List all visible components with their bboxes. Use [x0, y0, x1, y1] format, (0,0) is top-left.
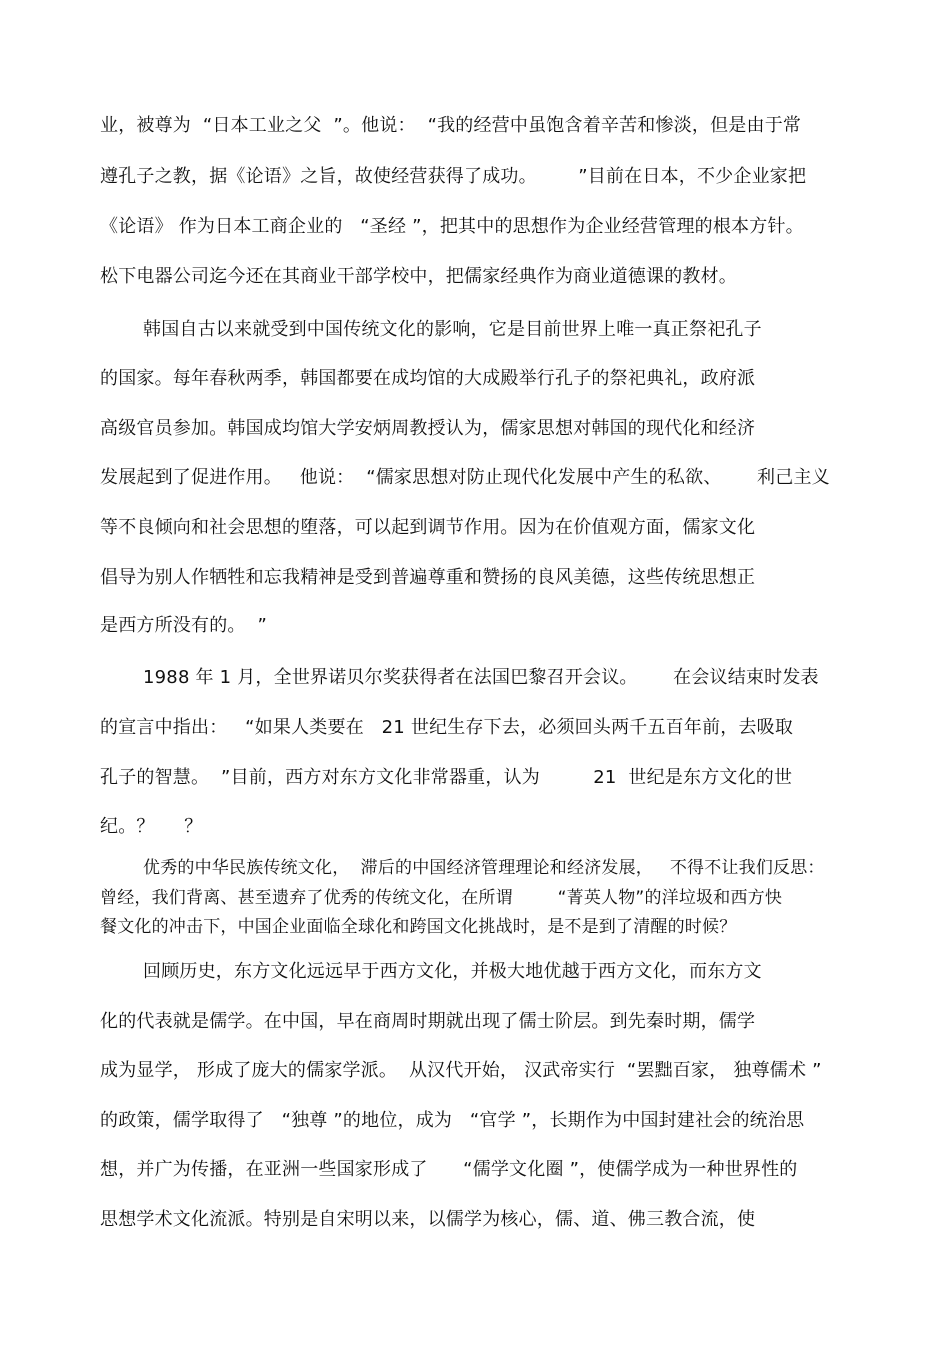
text-line: 等不良倾向和社会思想的堕落，可以起到调节作用。因为在价值观方面，儒家文化 — [100, 517, 756, 538]
text-line: 的政策，儒学取得了 “独尊 ”的地位，成为 “官学 ”，长期作为中国封建社会的统治思 — [100, 1110, 805, 1131]
text-line: 化的代表就是儒学。在中国，早在商周时期就出现了儒士阶层。到先秦时期，儒学 — [100, 1011, 756, 1032]
text-line: 韩国自古以来就受到中国传统文化的影响，它是目前世界上唯一真正祭祀孔子 — [143, 319, 762, 340]
text-line: 想，并广为传播，在亚洲一些国家形成了 “儒学文化圈 ”，使儒学成为一种世界性的 — [100, 1159, 798, 1180]
text-line: 发展起到了促进作用。 他说： “儒家思想对防止现代化发展中产生的私欲、 利己主义 — [100, 467, 830, 488]
text-line: 倡导为别人作牺牲和忘我精神是受到普遍尊重和赞扬的良风美德，这些传统思想正 — [100, 567, 756, 588]
text-line: 思想学术文化流派。特别是自宋明以来，以儒学为核心，儒、道、佛三教合流，使 — [100, 1209, 756, 1230]
text-line: 优秀的中华民族传统文化， 滞后的中国经济管理理论和经济发展， 不得不让我们反思： — [143, 858, 825, 878]
text-line: 的宣言中指出： “如果人类要在 21 世纪生存下去，必须回头两千五百年前，去吸取 — [100, 717, 794, 738]
text-line: 《论语》 作为日本工商企业的 “圣经 ”，把其中的思想作为企业经营管理的根本方针。 — [100, 216, 804, 237]
text-line: 松下电器公司迄今还在其商业干部学校中，把儒家经典作为商业道德课的教材。 — [100, 266, 737, 287]
text-line: 餐文化的冲击下，中国企业面临全球化和跨国文化挑战时，是不是到了清醒的时候？ — [100, 917, 737, 937]
text-line: 曾经，我们背离、甚至遗弃了优秀的传统文化，在所谓 “菁英人物”的洋垃圾和西方快 — [100, 888, 783, 908]
text-line: 回顾历史，东方文化远远早于西方文化，并极大地优越于西方文化，而东方文 — [143, 961, 762, 982]
text-line: 遵孔子之教，据《论语》之旨，故使经营获得了成功。 ”目前在日本，不少企业家把 — [100, 166, 807, 187]
text-line: 孔子的智慧。 ”目前，西方对东方文化非常器重，认为 21 世纪是东方文化的世 — [100, 767, 793, 788]
text-line: 成为显学， 形成了庞大的儒家学派。 从汉代开始， 汉武帝实行 “罢黜百家， 独尊儒术 ” — [100, 1060, 822, 1081]
text-line: 是西方所没有的。 ” — [100, 615, 267, 636]
text-line: 业，被尊为 “日本工业之父 ”。他说： “我的经营中虽饱含着辛苦和惨淡，但是由于常 — [100, 115, 802, 136]
text-line: 的国家。每年春秋两季，韩国都要在成均馆的大成殿举行孔子的祭祀典礼，政府派 — [100, 368, 756, 389]
text-line: 纪。？ ？ — [100, 816, 203, 837]
text-line: 1988 年 1 月，全世界诺贝尔奖获得者在法国巴黎召开会议。 在会议结束时发表 — [143, 667, 819, 688]
text-line: 高级官员参加。韩国成均馆大学安炳周教授认为，儒家思想对韩国的现代化和经济 — [100, 418, 756, 439]
